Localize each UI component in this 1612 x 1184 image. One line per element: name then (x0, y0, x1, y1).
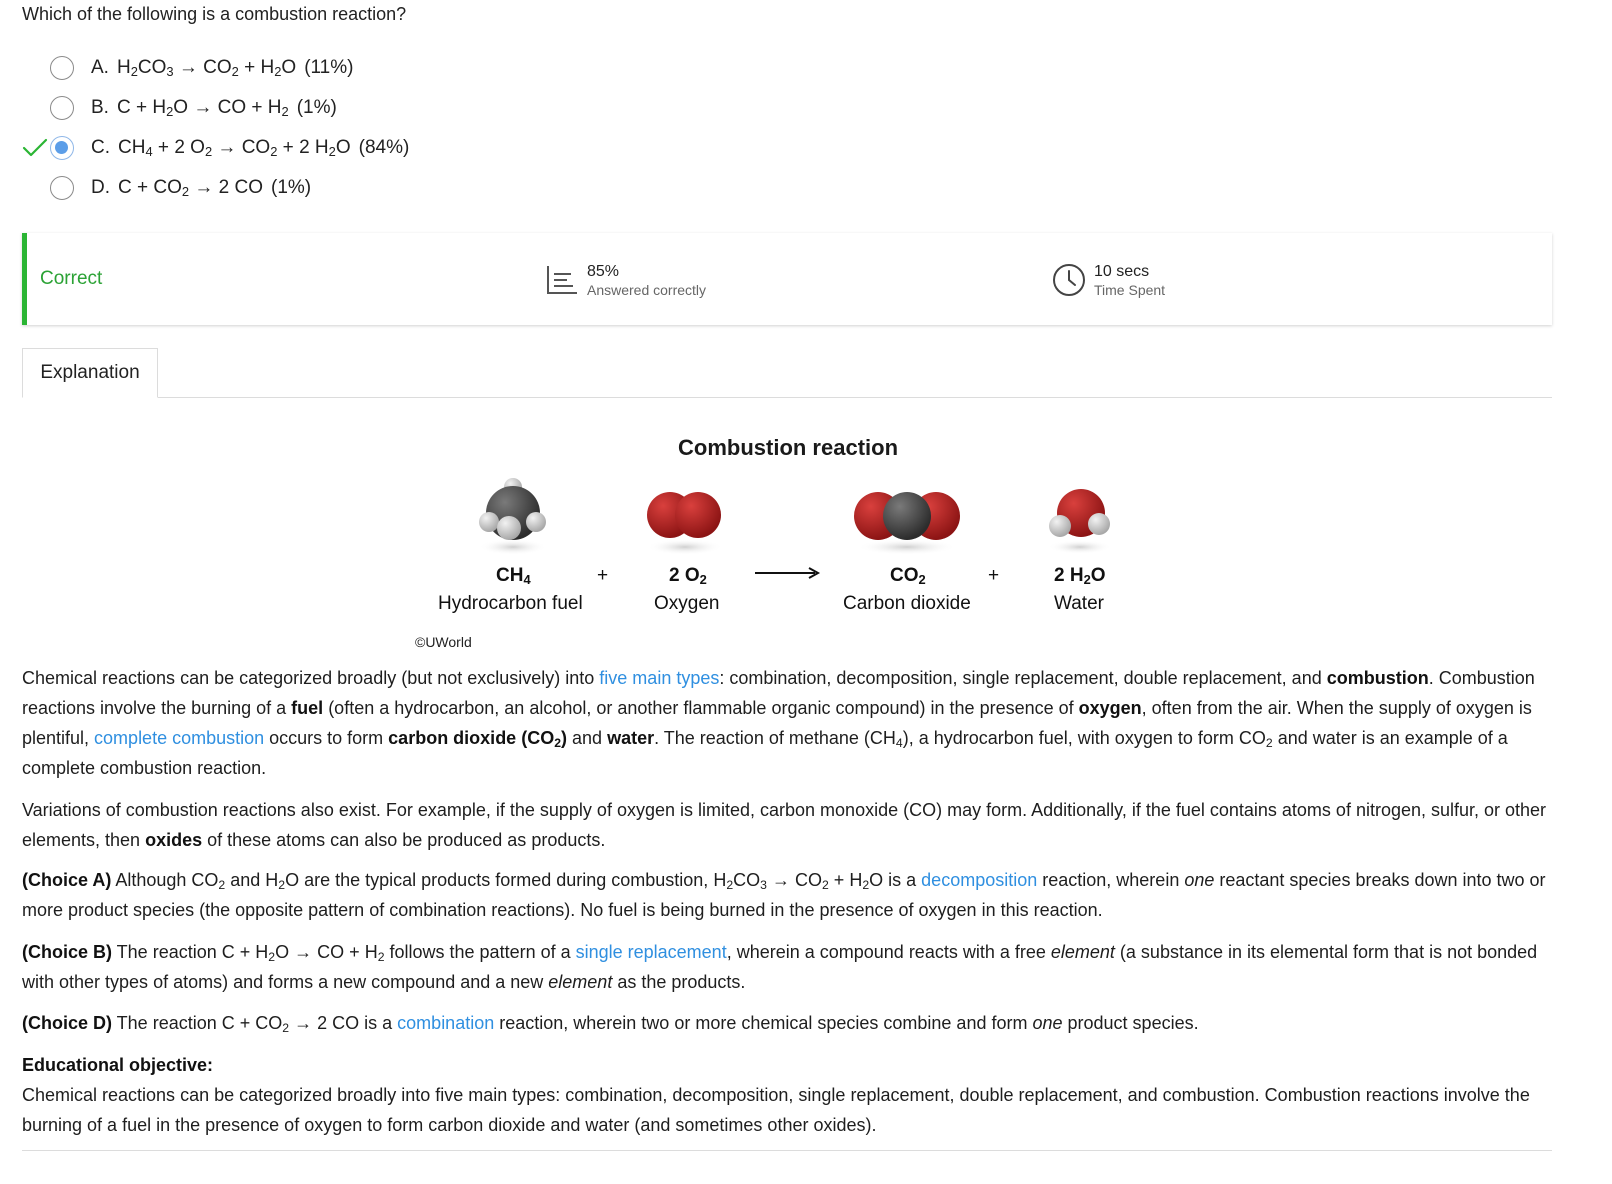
reaction-arrow (755, 568, 818, 578)
choice-a[interactable] (22, 51, 622, 85)
link-decomposition[interactable]: decomposition (921, 870, 1038, 890)
link-single-replacement[interactable]: single replacement (575, 942, 727, 962)
carbon-dioxide-formula: $CO_2$ (890, 565, 926, 588)
plus-sign: + (988, 565, 1000, 586)
water-molecule (1048, 489, 1112, 554)
carbon-dioxide-name: Carbon dioxide (843, 593, 971, 614)
link-five-main-types[interactable]: five main types (599, 668, 720, 688)
time-value: 10 secs (1094, 263, 1150, 280)
choice-a-explanation: (Choice A) Although $CO_2$ and $H_2O$ are the typical products formed during combustion, $H_2CO_3 \to CO_2 + H_2O$ is a decomposition reaction, wherein one reactant species breaks down into two or more product species (the opposite pattern of combination reactions). No fuel is being burned in the presence of oxygen in this reaction. (22, 870, 1546, 920)
oxygen-name: Oxygen (654, 593, 720, 614)
result-panel (22, 233, 1552, 325)
choice-text: D. $C + CO_2 \to 2$ CO (1%) (91, 177, 312, 200)
radio-button[interactable] (50, 96, 74, 120)
result-status: Correct (40, 268, 103, 289)
objective-text: Chemical reactions can be categorized broadly into five main types: combination, decomposition, single replacement, double replacement, and combustion. Combustion reactions involve the burning of a fuel in the presence of oxygen to form carbon dioxide and water (and sometimes other oxides). (22, 1085, 1530, 1135)
tab-strip (22, 348, 1552, 398)
methane-name: Hydrocarbon fuel (438, 593, 583, 614)
question-stem: Which of the following is a combustion reaction? (22, 4, 407, 24)
molecule-illustrations (400, 470, 1160, 610)
oxygen-molecule (647, 492, 723, 555)
objective-title: Educational objective: (22, 1055, 214, 1075)
water-formula: 2 $H_2O$ (1054, 565, 1106, 588)
percent-label: Answered correctly (587, 282, 707, 298)
oxygen-formula: 2 $O_2$ (669, 565, 707, 588)
methane-molecule (479, 478, 547, 555)
explanation-paragraph: Chemical reactions can be categorized broadly (but not exclusively) into five main types: combination, decomposition, single replacement, double replacement, and combustion. Combustion reactions involve the burning of a fuel (often a hydrocarbon, an alcohol, or another flammable organic compound) in the presence of oxygen, often from the air. When the supply of oxygen is plentiful, complete combustion occurs to form carbon dioxide $(CO_2)$ and water. The reaction of methane $(CH_4)$, a hydrocarbon fuel, with oxygen to form $CO_2$ and water is an example of a complete combustion reaction. (22, 668, 1535, 778)
radio-button-selected[interactable] (50, 136, 74, 160)
time-label: Time Spent (1094, 282, 1166, 298)
choice-b-explanation: (Choice B) The reaction $C + H_2O$ → CO + $H_2$ follows the pattern of a single replacement, wherein a compound reacts with a free element (a substance in its elemental form that is not bonded with other types of atoms) and forms a new compound and a new element as the products. (22, 942, 1538, 992)
percent-value: 85% (587, 263, 620, 280)
choice-text: B. $C + H_2O$ → CO + $H_2$ (1%) (91, 97, 337, 120)
water-name: Water (1054, 593, 1104, 614)
bar-chart-icon (545, 263, 579, 297)
diagram-title: Combustion reaction (678, 435, 899, 460)
choice-text: C. $CH_4 + 2$ $O_2 \to CO_2 + 2$ $H_2O$ (84%) (91, 137, 410, 160)
radio-button[interactable] (50, 176, 74, 200)
link-complete-combustion[interactable]: complete combustion (94, 728, 265, 748)
link-combination[interactable]: combination (397, 1013, 495, 1033)
clock-icon (1052, 263, 1086, 297)
explanation-paragraph: Variations of combustion reactions also exist. For example, if the supply of oxygen is limited, carbon monoxide (CO) may form. Additionally, if the fuel contains atoms of nitrogen, sulfur, or other elements, then oxides of these atoms can also be produced as products. (22, 800, 1547, 850)
correct-check-icon (22, 137, 48, 159)
radio-button[interactable] (50, 56, 74, 80)
choice-d-explanation: (Choice D) The reaction $C + CO_2 \to 2$ CO is a combination reaction, wherein two or more chemical species combine and form one product species. (22, 1013, 1199, 1036)
combustion-diagram (400, 425, 1160, 655)
methane-formula: $CH_4$ (496, 565, 531, 588)
carbon-dioxide-molecule (854, 492, 960, 555)
divider (22, 1150, 1552, 1151)
tab-explanation[interactable]: Explanation (22, 348, 158, 398)
choice-text: A. $H_2CO_3 \to CO_2 + H_2O$ (11%) (91, 57, 354, 80)
plus-sign: + (597, 565, 609, 586)
choice-c[interactable] (22, 131, 622, 165)
choice-d[interactable] (22, 171, 622, 205)
copyright-label: ©UWorld (415, 634, 472, 650)
choice-b[interactable] (22, 91, 622, 125)
